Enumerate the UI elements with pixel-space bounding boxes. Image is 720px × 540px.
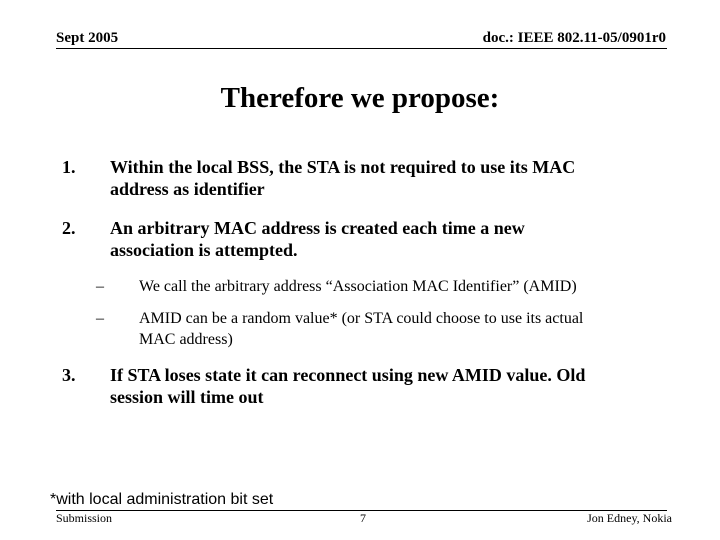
item-number: 2. [62,218,76,238]
item-number: 3. [62,365,76,385]
item-number: 1. [62,157,76,177]
footnote: *with local administration bit set [50,491,274,508]
dash-bullet: – [96,278,104,295]
slide-title: Therefore we propose: [220,82,500,114]
item-text [110,156,575,200]
item-text-line: Within the local BSS, the STA is not required to use its MAC [110,157,576,177]
sub-item-text-line: We call the arbitrary address “Association MAC Identifier” (AMID) [139,278,577,295]
sub-item-text [139,308,583,350]
header-date: Sept 2005 [56,30,119,46]
sub-item-text [139,276,577,297]
header-doc-id: doc.: IEEE 802.11-05/0901r0 [482,30,666,46]
dash-bullet: – [96,310,104,327]
item-text-line: If STA loses state it can reconnect using new AMID value. Old [110,365,586,385]
item-text [110,364,585,408]
header-divider [56,48,667,49]
item-text-line: association is attempted. [110,240,298,260]
sub-item-text-line: AMID can be a random value* (or STA could choose to use its actual [139,310,584,327]
sub-item-text-line: MAC address) [139,331,233,348]
footer-submission: Submission [56,511,113,525]
footer-page-number: 7 [360,511,366,525]
item-text-line: An arbitrary MAC address is created each time a new [110,218,525,238]
item-text [110,217,525,261]
item-text-line: session will time out [110,387,264,407]
footer-author: Jon Edney, Nokia [587,511,672,525]
item-text-line: address as identifier [110,179,265,199]
